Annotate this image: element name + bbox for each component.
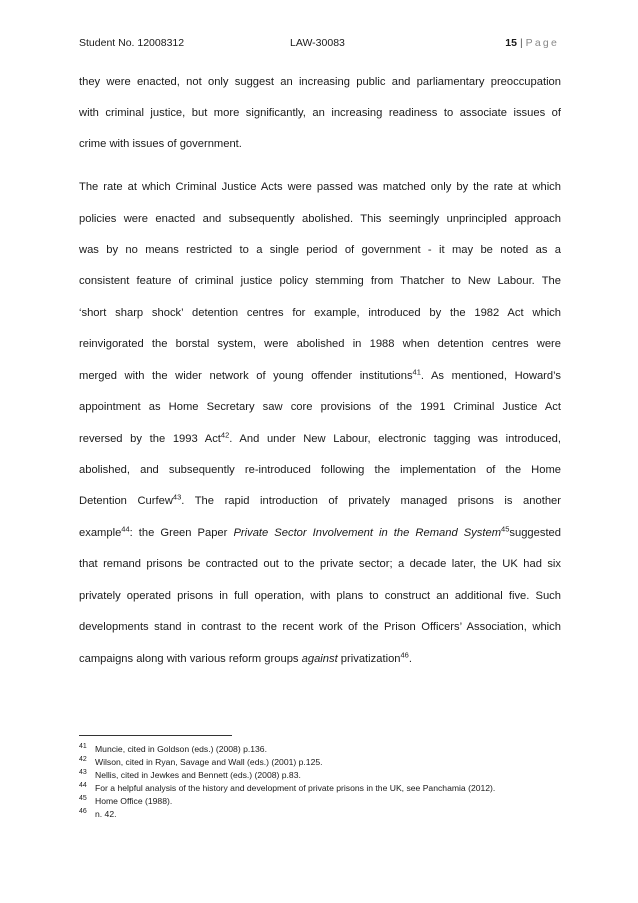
line-text: . And under New Labour, electronic tagging was introduced, xyxy=(229,433,561,445)
line-text: . xyxy=(408,653,412,665)
body-line: consistent feature of criminal justice policy stemming from Thatcher to New Labour. The xyxy=(79,275,561,287)
footnote: 46 n. 42. xyxy=(79,808,117,819)
body-line: they were enacted, not only suggest an increasing public and parliamentary preoccupation xyxy=(79,76,561,88)
body-line: policies were enacted and subsequently abolished. This seemingly unprincipled approach xyxy=(79,213,561,225)
body-line: was by no means restricted to a single period of government - it may be noted as a xyxy=(79,244,561,256)
body-line xyxy=(79,650,561,665)
footnote: 43 Nellis, cited in Jewkes and Bennett (eds.) (2008) p.83. xyxy=(79,769,301,780)
line-text: reversed by the 1993 Act xyxy=(79,433,221,445)
footnote-text: Wilson, cited in Ryan, Savage and Wall (eds.) (2001) p.125. xyxy=(95,757,323,767)
body-line: developments stand in contrast to the recent work of the Prison Officers’ Association, which xyxy=(79,621,561,633)
footnote: 41 Muncie, cited in Goldson (eds.) (2008) p.136. xyxy=(79,743,267,754)
footnote-text: Nellis, cited in Jewkes and Bennett (eds.) (2008) p.83. xyxy=(95,770,301,780)
body-line xyxy=(79,430,561,445)
body-line: The rate at which Criminal Justice Acts were passed was matched only by the rate at which xyxy=(79,181,561,193)
student-number: Student No. 12008312 xyxy=(79,37,185,49)
footnote: 42 Wilson, cited in Ryan, Savage and Wall (eds.) (2001) p.125. xyxy=(79,756,323,767)
body-line: crime with issues of government. xyxy=(79,138,242,150)
footnote-text: Home Office (1988). xyxy=(95,796,173,806)
line-text: . As mentioned, Howard’s xyxy=(420,370,561,382)
body-line: ‘short sharp shock’ detention centres for example, introduced by the 1982 Act which xyxy=(79,307,561,319)
footnote-separator xyxy=(79,735,232,736)
line-text: Detention Curfew xyxy=(79,495,173,507)
line-text: example xyxy=(79,527,122,539)
footnote-ref: 45 xyxy=(501,524,510,534)
footnote-text: Muncie, cited in Goldson (eds.) (2008) p.136. xyxy=(95,744,267,754)
page-word: Page xyxy=(525,37,559,49)
body-line: appointment as Home Secretary saw core provisions of the 1991 Criminal Justice Act xyxy=(79,401,561,413)
line-text: merged with the wider network of young offender institutions xyxy=(79,370,413,382)
line-text: campaigns along with various reform groups xyxy=(79,653,302,665)
page-number: 15 xyxy=(505,37,517,49)
emphasis-against: against xyxy=(301,653,338,665)
green-paper-title: Private Sector Involvement in the Remand System xyxy=(233,527,502,539)
body-line: abolished, and subsequently re-introduced following the implementation of the Home xyxy=(79,464,561,476)
footnote-ref: 42 xyxy=(220,430,230,440)
footnote-text: n. 42. xyxy=(95,809,117,819)
line-text: : the Green Paper xyxy=(129,527,234,539)
module-code: LAW-30083 xyxy=(290,37,345,49)
footnote: 44 For a helpful analysis of the history and development of private prisons in the UK, see Panchamia (2012). xyxy=(79,782,496,793)
page-header xyxy=(79,37,559,53)
line-text: . The rapid introduction of privately managed prisons is another xyxy=(181,495,561,507)
body-line: that remand prisons be contracted out to the private sector; a decade later, the UK had six xyxy=(79,558,561,570)
page-indicator xyxy=(505,37,559,49)
body-line xyxy=(79,492,561,507)
body-line xyxy=(79,367,561,382)
footnote-ref: 41 xyxy=(412,367,421,377)
body-line: reinvigorated the borstal system, were abolished in 1988 when detention centres were xyxy=(79,338,561,350)
footnote: 45 Home Office (1988). xyxy=(79,795,173,806)
footnote-ref: 44 xyxy=(121,524,130,534)
footnote-text: For a helpful analysis of the history and development of private prisons in the UK, see Panchamia (2012). xyxy=(95,783,496,793)
line-text: privatization xyxy=(337,653,401,665)
body-line: privately operated prisons in full operation, with plans to construct an additional five. Such xyxy=(79,590,561,602)
line-text: suggested xyxy=(509,527,562,539)
body-line: with criminal justice, but more significantly, an increasing readiness to associate issues of xyxy=(79,107,561,119)
footnote-ref: 43 xyxy=(172,492,182,502)
footnote-ref: 46 xyxy=(400,650,409,660)
body-line xyxy=(79,524,562,539)
page-separator: | xyxy=(519,37,523,49)
